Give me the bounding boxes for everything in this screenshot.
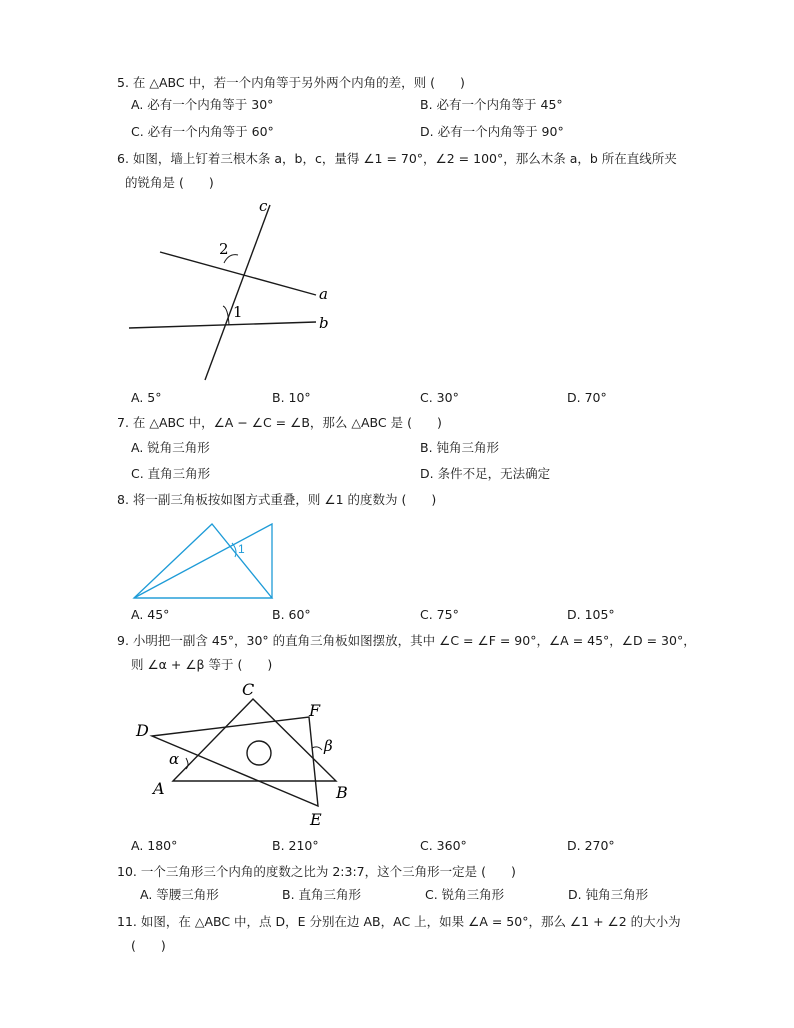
q5-stem: 5. 在 △ABC 中，若一个内角等于另外两个内角的差，则 ( ) <box>117 75 465 90</box>
label-beta: β <box>324 737 333 755</box>
label-alpha: α <box>169 750 180 768</box>
q9-stem-line2: 则 ∠α + ∠β 等于 ( ) <box>131 657 273 672</box>
q8-figure <box>128 518 278 603</box>
label-angle2: 2 <box>219 240 229 258</box>
q7-option-d[interactable]: D. 条件不足，无法确定 <box>420 466 551 481</box>
label-b: B <box>336 783 348 802</box>
label-angle1: 1 <box>233 303 243 321</box>
q6-option-d[interactable]: D. 70° <box>567 390 607 405</box>
label-b: b <box>319 314 329 332</box>
q6-stem-line1: 6. 如图，墙上钉着三根木条 a，b，c，量得 ∠1 = 70°，∠2 = 100°，那么木条 a，b 所在直线所夹 <box>117 151 677 166</box>
q5-option-b[interactable]: B. 必有一个内角等于 45° <box>420 97 563 112</box>
q8-stem: 8. 将一副三角板按如图方式重叠，则 ∠1 的度数为 ( ) <box>117 492 437 507</box>
q9-option-d[interactable]: D. 270° <box>567 838 615 853</box>
q9-stem-line1: 9. 小明把一副含 45°，30° 的直角三角板如图摆放，其中 ∠C = ∠F = 90°，∠A = 45°，∠D = 30°， <box>117 633 696 648</box>
q9-option-b[interactable]: B. 210° <box>272 838 319 853</box>
q11-stem-line2: ( ) <box>131 938 166 953</box>
q7-stem: 7. 在 △ABC 中，∠A − ∠C = ∠B，那么 △ABC 是 ( ) <box>117 415 442 430</box>
q10-stem: 10. 一个三角形三个内角的度数之比为 2:3:7，这个三角形一定是 ( ) <box>117 864 516 879</box>
q10-option-c[interactable]: C. 锐角三角形 <box>425 887 505 902</box>
q8-option-b[interactable]: B. 60° <box>272 607 311 622</box>
q5-option-c[interactable]: C. 必有一个内角等于 60° <box>131 124 274 139</box>
q10-option-a[interactable]: A. 等腰三角形 <box>140 887 219 902</box>
q9-option-c[interactable]: C. 360° <box>420 838 467 853</box>
label-c: C <box>242 680 255 699</box>
q9-option-a[interactable]: A. 180° <box>131 838 178 853</box>
label-e: E <box>310 810 322 829</box>
label-c: c <box>259 197 268 215</box>
label-angle1: 1 <box>238 542 245 556</box>
q7-option-c[interactable]: C. 直角三角形 <box>131 466 211 481</box>
line-a <box>160 252 316 295</box>
q5-option-a[interactable]: A. 必有一个内角等于 30° <box>131 97 274 112</box>
label-d: D <box>136 721 149 740</box>
q8-option-a[interactable]: A. 45° <box>131 607 170 622</box>
q8-option-d[interactable]: D. 105° <box>567 607 615 622</box>
line-c <box>205 205 270 380</box>
triangle-hole <box>247 741 271 765</box>
label-f: F <box>309 701 321 720</box>
q7-option-b[interactable]: B. 钝角三角形 <box>420 440 500 455</box>
q5-option-d[interactable]: D. 必有一个内角等于 90° <box>420 124 564 139</box>
q9-figure <box>130 678 360 833</box>
beta-arc <box>312 747 322 750</box>
q6-option-c[interactable]: C. 30° <box>420 390 459 405</box>
q6-option-a[interactable]: A. 5° <box>131 390 162 405</box>
q8-option-c[interactable]: C. 75° <box>420 607 459 622</box>
q6-option-b[interactable]: B. 10° <box>272 390 311 405</box>
q6-stem-line2: 的锐角是 ( ) <box>125 175 214 190</box>
label-a: a <box>319 285 328 303</box>
line-b <box>129 322 316 328</box>
label-a: A <box>153 779 165 798</box>
triangle-30 <box>134 524 272 598</box>
q7-option-a[interactable]: A. 锐角三角形 <box>131 440 210 455</box>
q10-option-b[interactable]: B. 直角三角形 <box>282 887 362 902</box>
q10-option-d[interactable]: D. 钝角三角形 <box>568 887 649 902</box>
q6-figure <box>120 195 340 385</box>
q11-stem-line1: 11. 如图，在 △ABC 中，点 D，E 分别在边 AB，AC 上，如果 ∠A = 50°，那么 ∠1 + ∠2 的大小为 <box>117 914 681 929</box>
